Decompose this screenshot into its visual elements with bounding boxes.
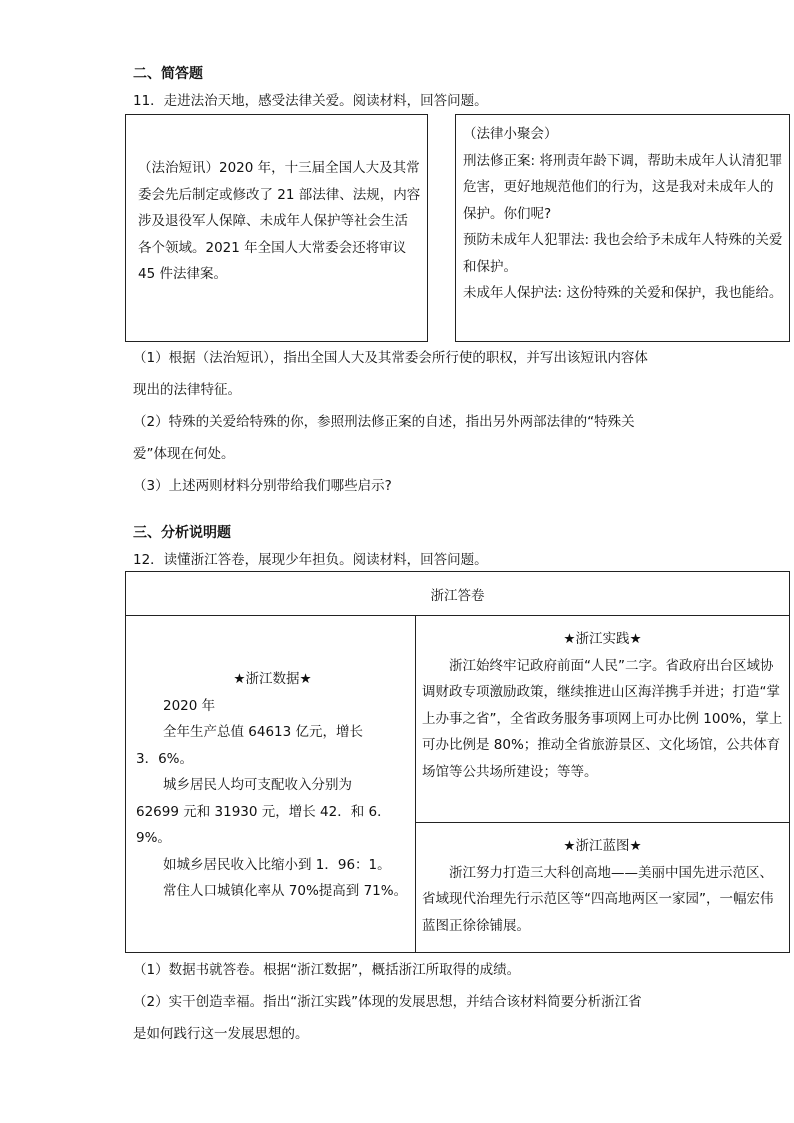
zhejiang-data-income-ratio: 如城乡居民收入比缩小到 1．96：1。 [163,856,391,873]
q12-sub1: （1）数据书就答卷。根据“浙江数据”，概括浙江所取得的成绩。 [133,962,521,978]
zhejiang-data-gdp: 全年生产总值 64613 亿元，增长 [163,724,364,740]
q11-sub2-line2: 爱”体现在何处。 [133,446,235,462]
q11-sub3: （3）上述两则材料分别带给我们哪些启示? [133,478,392,494]
zhejiang-data-income-values: 62699 元和 31930 元，增长 42．和 6．9%。 [136,803,391,846]
zhejiang-data-gdp-growth: 3．6%。 [136,750,194,767]
q11-sub2-line1: （2）特殊的关爱给特殊的你，参照刑法修正案的自述，指出另外两部法律的“特殊关 [133,414,635,430]
section-heading-analysis: 三、分析说明题 [133,525,231,541]
law-gathering-protection-law: 未成年人保护法: 这份特殊的关爱和保护，我也能给。 [463,285,783,301]
zhejiang-data-income: 城乡居民人均可支配收入分别为 [163,777,352,793]
zhejiang-data-cell [126,616,416,953]
law-gathering-title: （法律小聚会） [463,126,558,142]
q12-sub2-line1: （2）实干创造幸福。指出“浙江实践”体现的发展思想，并结合该材料简要分析浙江省 [133,994,642,1010]
zhejiang-data-title: ★浙江数据★ [233,671,312,687]
section-heading-short-answer: 二、简答题 [133,66,203,82]
zhejiang-blueprint-text: 浙江努力打造三大科创高地——美丽中国先进示范区、省域现代治理先行示范区等“四高地两区一家园”，一幅宏伟蓝图正徐徐铺展。 [422,864,774,934]
law-gathering-criminal-law: 刑法修正案: 将刑责年龄下调，帮助未成年人认清犯罪危害，更好地规范他们的行为，这是我对未成年人的保护。你们呢? [463,152,783,222]
zhejiang-blueprint-cell [416,823,790,953]
question-12-stem: 12．读懂浙江答卷，展现少年担负。阅读材料，回答问题。 [133,552,488,568]
q11-sub1-line1: （1）根据（法治短讯），指出全国人大及其常委会所行使的职权，并写出该短讯内容体 [133,350,648,366]
material-box-law-news [125,114,428,342]
zhejiang-practice-cell [416,616,790,823]
zhejiang-blueprint-title: ★浙江蓝图★ [563,838,642,854]
zhejiang-practice-text: 浙江始终牢记政府前面“人民”二字。省政府出台区域协调财政专项激励政策，继续推进山区海洋携手并进；打造“掌上办事之省”，全省政务服务事项网上可办比例 100%，掌上可办比例是 80%；推动全省旅游景区、文化场馆，公共体育场馆等公共场所建设；等等。 [422,657,783,780]
law-news-text: （法治短讯）2020 年，十三届全国人大及其常委会先后制定或修改了 21 部法律、法规，内容涉及退役军人保障、未成年人保护等社会生活各个领域。2021 年全国人大常委会还将审议 45 件法律案。 [138,160,421,282]
law-gathering-prevention-law: 预防未成年人犯罪法: 我也会给予未成年人特殊的关爱和保护。 [463,232,783,275]
table-title: 浙江答卷 [430,587,485,604]
zhejiang-answer-table [125,571,790,953]
table-title-cell [126,572,790,616]
zhejiang-data-urbanization: 常住人口城镇化率从 70%提高到 71%。 [163,883,408,899]
q12-sub2-line2: 是如何践行这一发展思想的。 [133,1026,309,1042]
q11-sub1-line2: 现出的法律特征。 [133,382,241,398]
zhejiang-data-year: 2020 年 [163,697,216,714]
question-11-stem: 11．走进法治天地，感受法律关爱。阅读材料，回答问题。 [133,93,488,109]
material-box-law-gathering [455,114,790,342]
zhejiang-practice-title: ★浙江实践★ [563,631,642,647]
